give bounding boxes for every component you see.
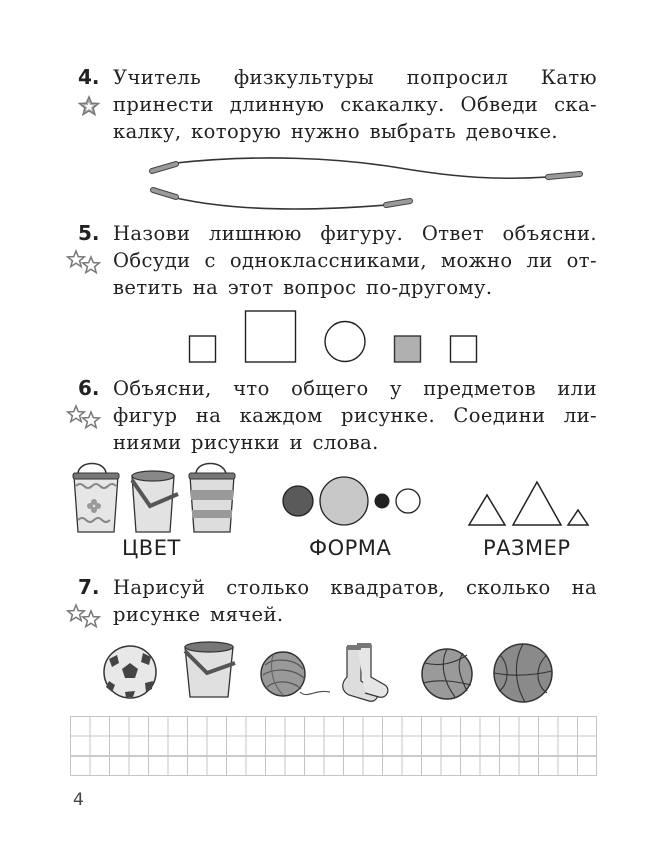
text-line: ниями рисунки и слова. — [113, 431, 379, 454]
task-5 — [78, 220, 598, 310]
star-icon — [78, 95, 100, 117]
socks-icon[interactable] — [343, 643, 388, 701]
two-stars-icon — [66, 248, 102, 276]
small-square[interactable] — [190, 336, 216, 362]
text-line: Учитель физкультуры попросил Катю — [113, 66, 597, 89]
jump-ropes-illustration — [140, 150, 600, 215]
text-line: Объясни, что общего у предметов или — [113, 377, 597, 400]
volleyball-icon[interactable] — [422, 649, 472, 699]
gray-square[interactable] — [395, 336, 421, 362]
text-line: Обсуди с одноклассниками, можно ли от- — [113, 249, 597, 272]
yarn-ball-icon[interactable] — [261, 652, 330, 696]
triangles-group[interactable] — [465, 478, 595, 530]
task-7 — [78, 574, 598, 634]
text-line: калку, которую нужно выбрать девочке. — [113, 120, 559, 143]
text-line: фигур на каждом рисунке. Соедини ли- — [113, 404, 597, 427]
large-square[interactable] — [246, 311, 296, 362]
two-stars-icon — [66, 602, 102, 630]
bucket-icon — [132, 471, 178, 532]
circle[interactable] — [325, 322, 365, 362]
task-number: 5. — [78, 221, 100, 245]
short-jump-rope[interactable] — [153, 190, 410, 209]
task-text — [113, 375, 597, 456]
task-text — [113, 64, 597, 145]
task-text — [113, 574, 597, 628]
text-line: Нарисуй столько квадратов, сколько на — [113, 576, 597, 599]
text-line: Назови лишнюю фигуру. Ответ объясни. — [113, 222, 597, 245]
task-number: 6. — [78, 376, 100, 400]
buckets-group[interactable] — [68, 462, 243, 537]
items-row — [95, 637, 555, 707]
soccer-ball-icon[interactable] — [104, 646, 156, 698]
bucket-icon[interactable] — [185, 642, 235, 697]
figures-row — [180, 305, 490, 370]
bucket-icon — [189, 464, 235, 533]
answer-grid[interactable] — [70, 716, 598, 778]
task-text — [113, 220, 597, 301]
task-number: 7. — [78, 575, 100, 599]
word-size[interactable]: РАЗМЕР — [483, 536, 571, 560]
word-shape[interactable]: ФОРМА — [309, 536, 392, 560]
long-jump-rope[interactable] — [152, 158, 580, 178]
text-line: ветить на этот вопрос по-другому. — [113, 276, 493, 299]
page-number: 4 — [73, 790, 84, 810]
task-6 — [78, 375, 598, 465]
bucket-icon — [73, 464, 119, 533]
task-4 — [78, 64, 598, 154]
text-line: принести длинную скакалку. Обведи ска- — [113, 93, 597, 116]
task-number: 4. — [78, 65, 100, 89]
small-square[interactable] — [451, 336, 477, 362]
basketball-icon[interactable] — [494, 644, 552, 702]
circles-group[interactable] — [278, 476, 428, 531]
text-line: рисунке мячей. — [113, 603, 284, 626]
word-color[interactable]: ЦВЕТ — [122, 536, 181, 560]
two-stars-icon — [66, 403, 102, 431]
